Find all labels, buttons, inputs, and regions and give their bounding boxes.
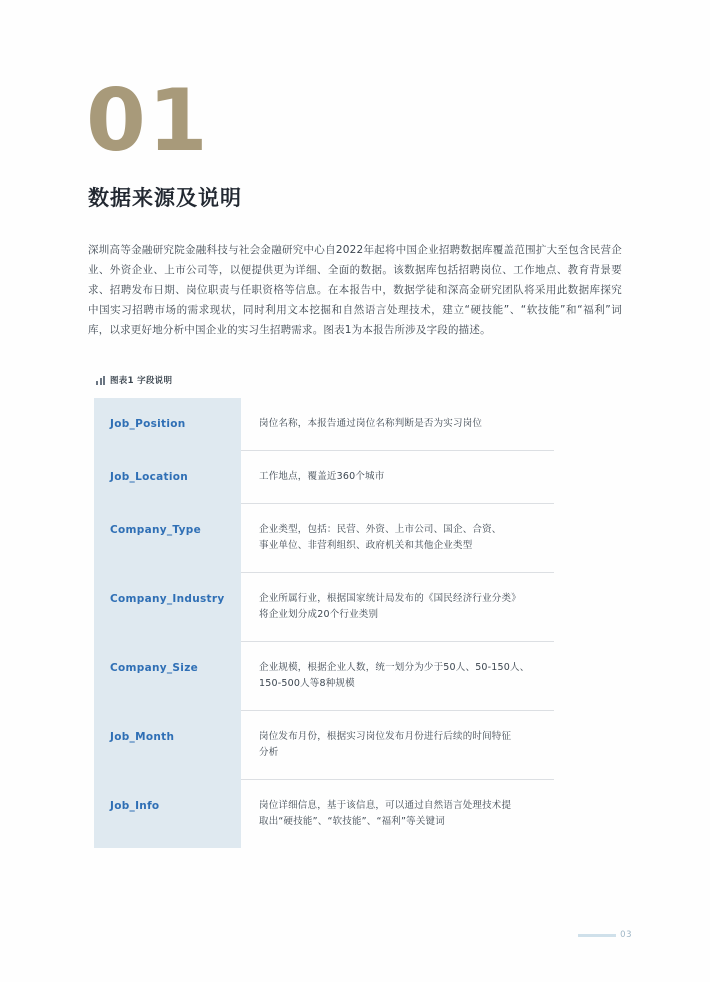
table-caption-label: 图表1 字段说明 xyxy=(110,376,173,386)
field-description: 岗位发布月份，根据实习岗位发布月份进行后续的时间特征 分析 xyxy=(241,711,554,780)
field-name: Job_Location xyxy=(94,451,241,504)
footer-divider xyxy=(578,934,616,937)
page-number: 03 xyxy=(620,930,632,940)
field-description: 岗位名称，本报告通过岗位名称判断是否为实习岗位 xyxy=(241,398,554,451)
table-row xyxy=(94,451,554,504)
page-title: 数据来源及说明 xyxy=(88,186,242,210)
field-description: 岗位详细信息，基于该信息，可以通过自然语言处理技术提 取出“硬技能”、“软技能”、“福利”等关键词 xyxy=(259,800,512,827)
field-description: 工作地点，覆盖近360个城市 xyxy=(241,451,554,504)
field-name: Company_Industry xyxy=(94,573,241,642)
field-name: Job_Position xyxy=(94,398,241,451)
field-description: 企业规模，根据企业人数，统一划分为少于50人、50-150人、 150-500人等8种规模 xyxy=(241,642,554,711)
field-name: Company_Type xyxy=(94,504,241,573)
table-row xyxy=(94,573,554,642)
table-row xyxy=(94,711,554,780)
table-row xyxy=(94,398,554,451)
field-name: Job_Info xyxy=(94,780,241,849)
intro-paragraph: 深圳高等金融研究院金融科技与社会金融研究中心自2022年起将中国企业招聘数据库覆盖范围扩大至包含民营企业、外资企业、上市公司等，以便提供更为详细、全面的数据。该数据库包括招聘岗位、工作地点、教育背景要求、招聘发布日期、岗位职责与任职资格等信息。在本报告中，数据学徒和深高金研究团队将采用此数据库探究中国实习招聘市场的需求现状，同时利用文本挖掘和自然语言处理技术，建立“硬技能”、“软技能”和“福利”词库，以求更好地分析中国企业的实习生招聘需求。图表1为本报告所涉及字段的描述。 xyxy=(88,244,622,336)
table-row xyxy=(94,780,554,849)
table-row xyxy=(94,642,554,711)
field-description-table xyxy=(94,398,554,848)
field-description: 企业所属行业，根据国家统计局发布的《国民经济行业分类》 将企业划分成20个行业类别 xyxy=(241,573,554,642)
page-footer xyxy=(578,930,632,940)
field-name: Job_Month xyxy=(94,711,241,780)
section-number: 01 xyxy=(86,71,210,171)
table-row xyxy=(94,504,554,573)
bar-chart-icon xyxy=(96,376,105,385)
table-caption xyxy=(96,374,172,386)
field-description: 企业类型，包括：民营、外资、上市公司、国企、合资、 事业单位、非营利组织、政府机关和其他企业类型 xyxy=(241,504,554,573)
field-name: Company_Size xyxy=(94,642,241,711)
